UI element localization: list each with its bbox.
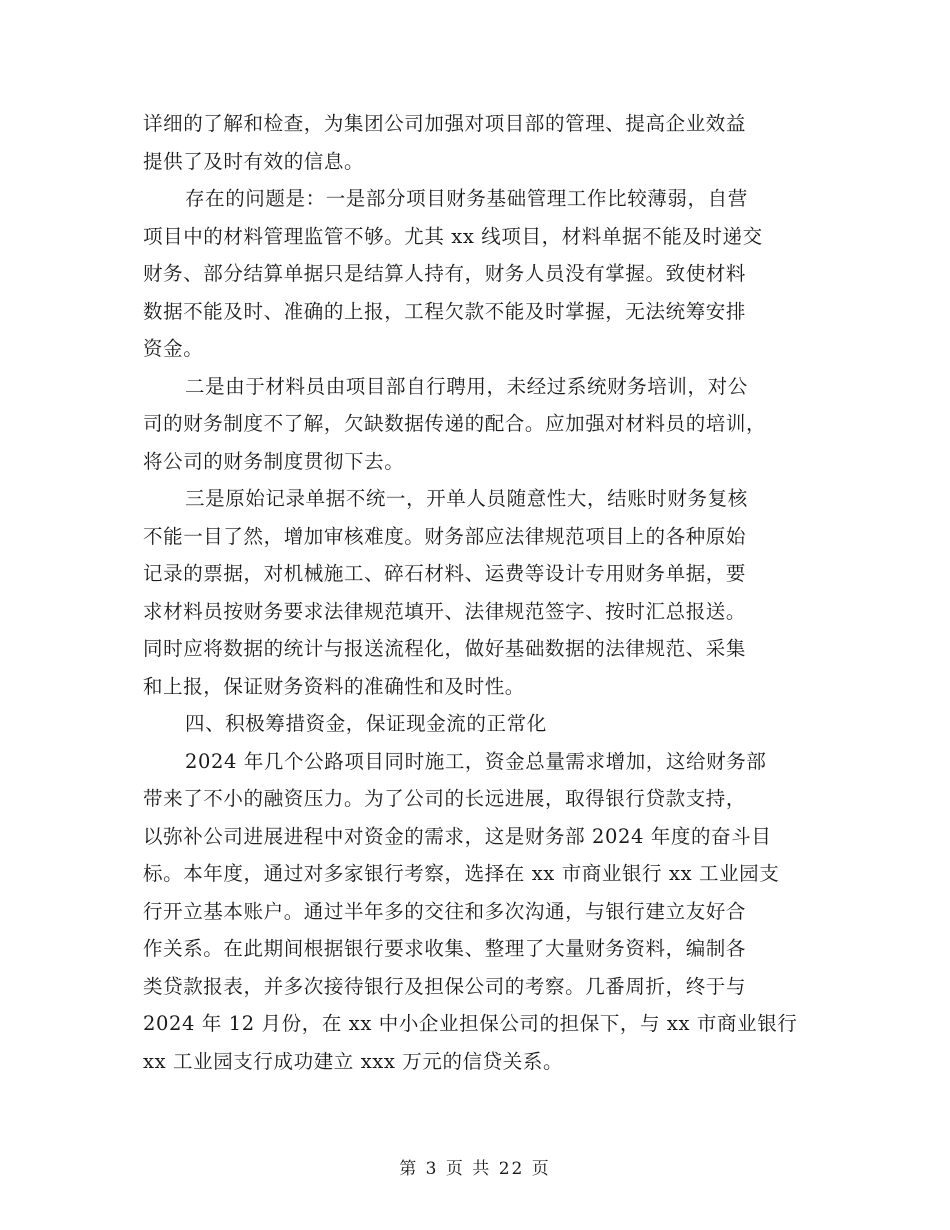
text-line: 标。本年度，通过对多家银行考察，选择在 xx 市商业银行 xx 工业园支 <box>143 862 780 885</box>
text-line: 详细的了解和检查，为集团公司加强对项目部的管理、提高企业效益 <box>143 112 747 135</box>
paragraph <box>143 480 813 705</box>
text-line: 记录的票据，对机械施工、碎石材料、运费等设计专用财务单据，要 <box>143 562 747 585</box>
text-line: 项目中的材料管理监管不够。尤其 xx 线项目，材料单据不能及时递交 <box>143 224 763 248</box>
text-line: 带来了不小的融资压力。为了公司的长远进展，取得银行贷款支持， <box>143 787 747 810</box>
text-line: 2024 年 12 月份，在 xx 中小企业担保公司的担保下，与 xx 市商业银行 <box>143 1012 798 1035</box>
document-body <box>143 105 813 1080</box>
text-line: 四、积极筹措资金，保证现金流的正常化 <box>185 712 547 735</box>
text-line: 和上报，保证财务资料的准确性和及时性。 <box>143 674 525 698</box>
text-line: 不能一目了然，增加审核难度。财务部应法律规范项目上的各种原始 <box>143 524 747 548</box>
paragraph <box>143 743 813 1081</box>
text-line: 作关系。在此期间根据银行要求收集、整理了大量财务资料，编制各 <box>143 937 747 960</box>
text-line: 存在的问题是：一是部分项目财务基础管理工作比较薄弱，自营 <box>185 187 748 210</box>
text-line: xx 工业园支行成功建立 xxx 万元的信贷关系。 <box>143 1049 564 1073</box>
page-number-footer: 第 3 页 共 22 页 <box>399 1159 551 1179</box>
text-line: 类贷款报表，并多次接待银行及担保公司的考察。几番周折，终于与 <box>143 974 747 998</box>
text-line: 求材料员按财务要求法律规范填开、法律规范签字、按时汇总报送。 <box>143 599 747 623</box>
text-line: 以弥补公司进展进程中对资金的需求，这是财务部 2024 年度的奋斗目 <box>143 824 772 848</box>
text-line: 二是由于材料员由项目部自行聘用，未经过系统财务培训，对公 <box>185 374 748 398</box>
paragraph <box>143 705 813 743</box>
text-line: 司的财务制度不了解，欠缺数据传递的配合。应加强对材料员的培训， <box>143 412 767 435</box>
text-line: 2024 年几个公路项目同时施工，资金总量需求增加，这给财务部 <box>185 749 767 773</box>
text-line: 提供了及时有效的信息。 <box>143 149 365 173</box>
text-line: 财务、部分结算单据只是结算人持有，财务人员没有掌握。致使材料 <box>143 262 747 285</box>
text-line: 资金。 <box>143 337 204 360</box>
paragraph <box>143 105 813 180</box>
text-line: 数据不能及时、准确的上报，工程欠款不能及时掌握，无法统筹安排 <box>143 299 747 323</box>
text-line: 同时应将数据的统计与报送流程化，做好基础数据的法律规范、采集 <box>143 637 747 660</box>
text-line: 三是原始记录单据不统一，开单人员随意性大，结账时财务复核 <box>185 487 748 510</box>
text-line: 将公司的财务制度贯彻下去。 <box>143 449 405 473</box>
text-line: 行开立基本账户。通过半年多的交往和多次沟通，与银行建立友好合 <box>143 899 747 923</box>
paragraph <box>143 180 813 368</box>
paragraph <box>143 368 813 481</box>
